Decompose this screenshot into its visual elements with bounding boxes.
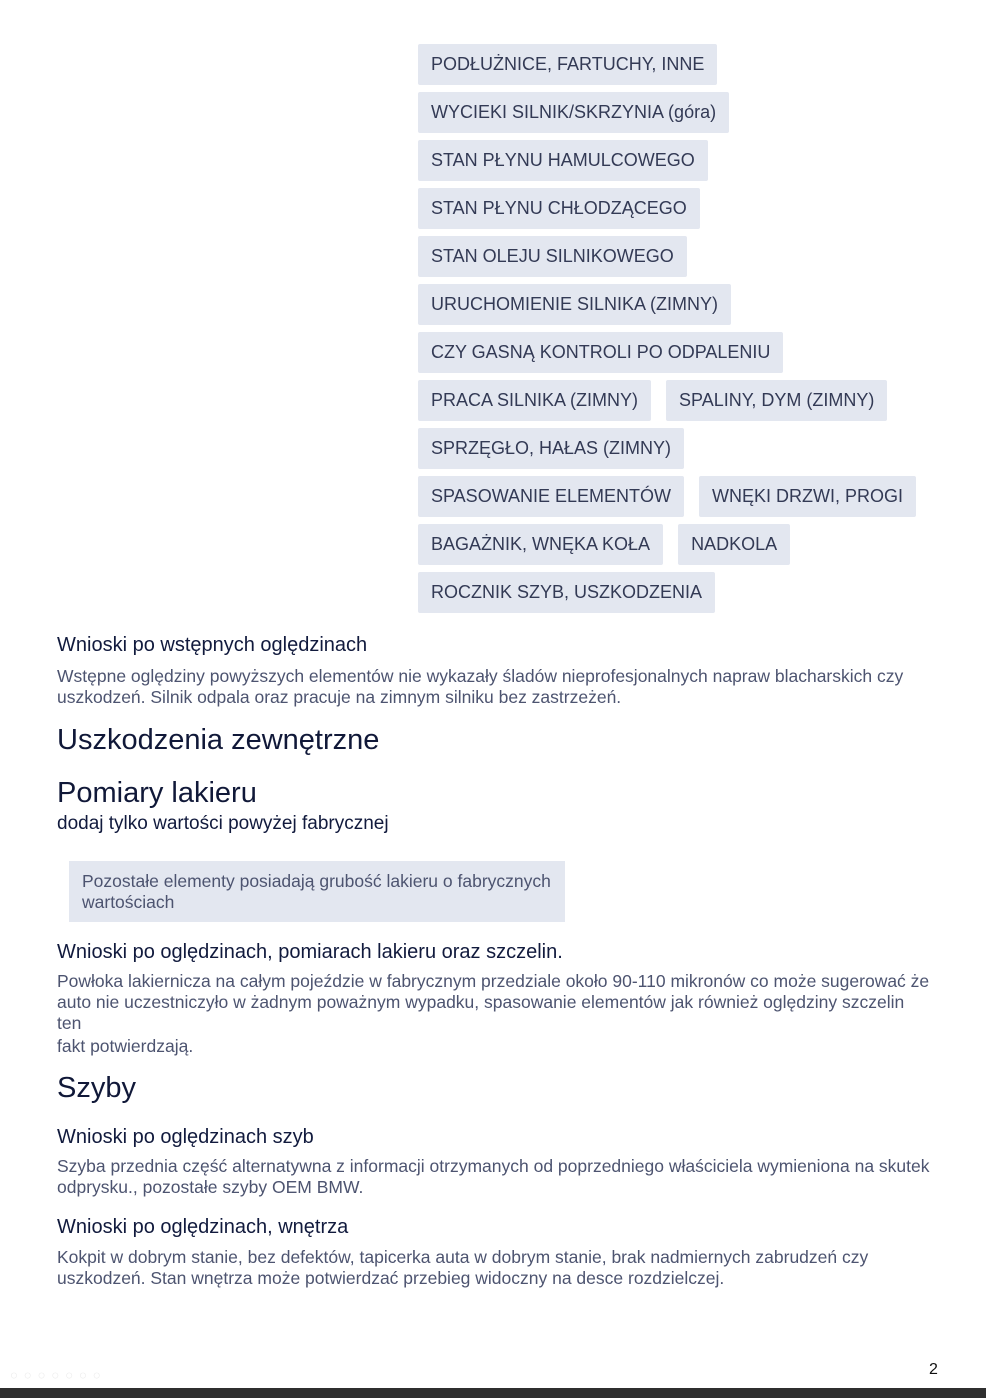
tag-row bbox=[418, 332, 958, 373]
inspection-tag: STAN PŁYNU HAMULCOWEGO bbox=[418, 140, 708, 181]
inspection-tag: SPRZĘGŁO, HAŁAS (ZIMNY) bbox=[418, 428, 684, 469]
interior-text: Kokpit w dobrym stanie, bez defektów, tapicerka auta w dobrym stanie, brak nadmiernych zabrudzeń czy uszkodzeń. Stan wnętrza może potwierdzać przebieg widoczny na desce rozdzielczej. bbox=[57, 1247, 869, 1288]
tag-row bbox=[418, 476, 958, 517]
tag-row bbox=[418, 380, 958, 421]
tag-row bbox=[418, 236, 958, 277]
inspection-tag: ROCZNIK SZYB, USZKODZENIA bbox=[418, 572, 715, 613]
tag-row bbox=[418, 428, 958, 469]
bottom-bar bbox=[0, 1388, 986, 1398]
inspection-tag: PRACA SILNIKA (ZIMNY) bbox=[418, 380, 651, 421]
glass-conclusion-text: Szyba przednia część alternatywna z informacji otrzymanych od poprzedniego właściciela wymieniona na skutek odprysku., pozostałe szyby OEM BMW. bbox=[57, 1156, 930, 1197]
glass-conclusion-heading: Wnioski po oględzinach szyb bbox=[57, 1126, 314, 1148]
inspection-tag: SPALINY, DYM (ZIMNY) bbox=[666, 380, 887, 421]
inspection-tag: NADKOLA bbox=[678, 524, 790, 565]
external-damage-heading: Uszkodzenia zewnętrzne bbox=[57, 724, 380, 756]
interior-heading: Wnioski po oględzinach, wnętrza bbox=[57, 1216, 349, 1238]
tag-row bbox=[418, 572, 958, 613]
inspection-tag: CZY GASNĄ KONTROLI PO ODPALENIU bbox=[418, 332, 783, 373]
inspection-tag: STAN PŁYNU CHŁODZĄCEGO bbox=[418, 188, 700, 229]
inspection-tag: URUCHOMIENIE SILNIKA (ZIMNY) bbox=[418, 284, 731, 325]
inspection-tag-list bbox=[418, 44, 958, 620]
watermark-logo: ◦◦◦◦◦◦◦ bbox=[8, 1364, 105, 1388]
paint-conclusion-text: Powłoka lakiernicza na całym pojeździe w fabrycznym przedziale około 90-110 mikronów co może sugerować że auto nie uczestniczyło w żadnym poważnym wypadku, spasowanie elementów jak również oględziny szczelin ten bbox=[57, 971, 930, 1033]
paint-conclusion-heading: Wnioski po oględzinach, pomiarach lakieru oraz szczelin. bbox=[57, 941, 563, 963]
inspection-tag: SPASOWANIE ELEMENTÓW bbox=[418, 476, 684, 517]
paint-subheading: dodaj tylko wartości powyżej fabrycznej bbox=[57, 813, 389, 834]
inspection-tag: WYCIEKI SILNIK/SKRZYNIA (góra) bbox=[418, 92, 729, 133]
paint-heading: Pomiary lakieru bbox=[57, 777, 257, 809]
paint-note-box: Pozostałe elementy posiadają grubość lakieru o fabrycznych wartościach bbox=[69, 861, 565, 922]
tag-row bbox=[418, 284, 958, 325]
inspection-tag: BAGAŻNIK, WNĘKA KOŁA bbox=[418, 524, 663, 565]
initial-inspection-heading: Wnioski po wstępnych oględzinach bbox=[57, 634, 368, 656]
tag-row bbox=[418, 140, 958, 181]
tag-row bbox=[418, 92, 958, 133]
glass-heading: Szyby bbox=[57, 1072, 136, 1104]
tag-row bbox=[418, 524, 958, 565]
initial-inspection-text: Wstępne oględziny powyższych elementów nie wykazały śladów nieprofesjonalnych napraw blacharskich czy uszkodzeń. Silnik odpala oraz pracuje na zimnym silniku bez zastrzeżeń. bbox=[57, 666, 904, 707]
inspection-tag: PODŁUŻNICE, FARTUCHY, INNE bbox=[418, 44, 717, 85]
paint-conclusion-text-end: fakt potwierdzają. bbox=[57, 1036, 194, 1056]
page-number: 2 bbox=[929, 1361, 938, 1378]
tag-row bbox=[418, 44, 958, 85]
inspection-tag: WNĘKI DRZWI, PROGI bbox=[699, 476, 916, 517]
inspection-tag: STAN OLEJU SILNIKOWEGO bbox=[418, 236, 687, 277]
tag-row bbox=[418, 188, 958, 229]
